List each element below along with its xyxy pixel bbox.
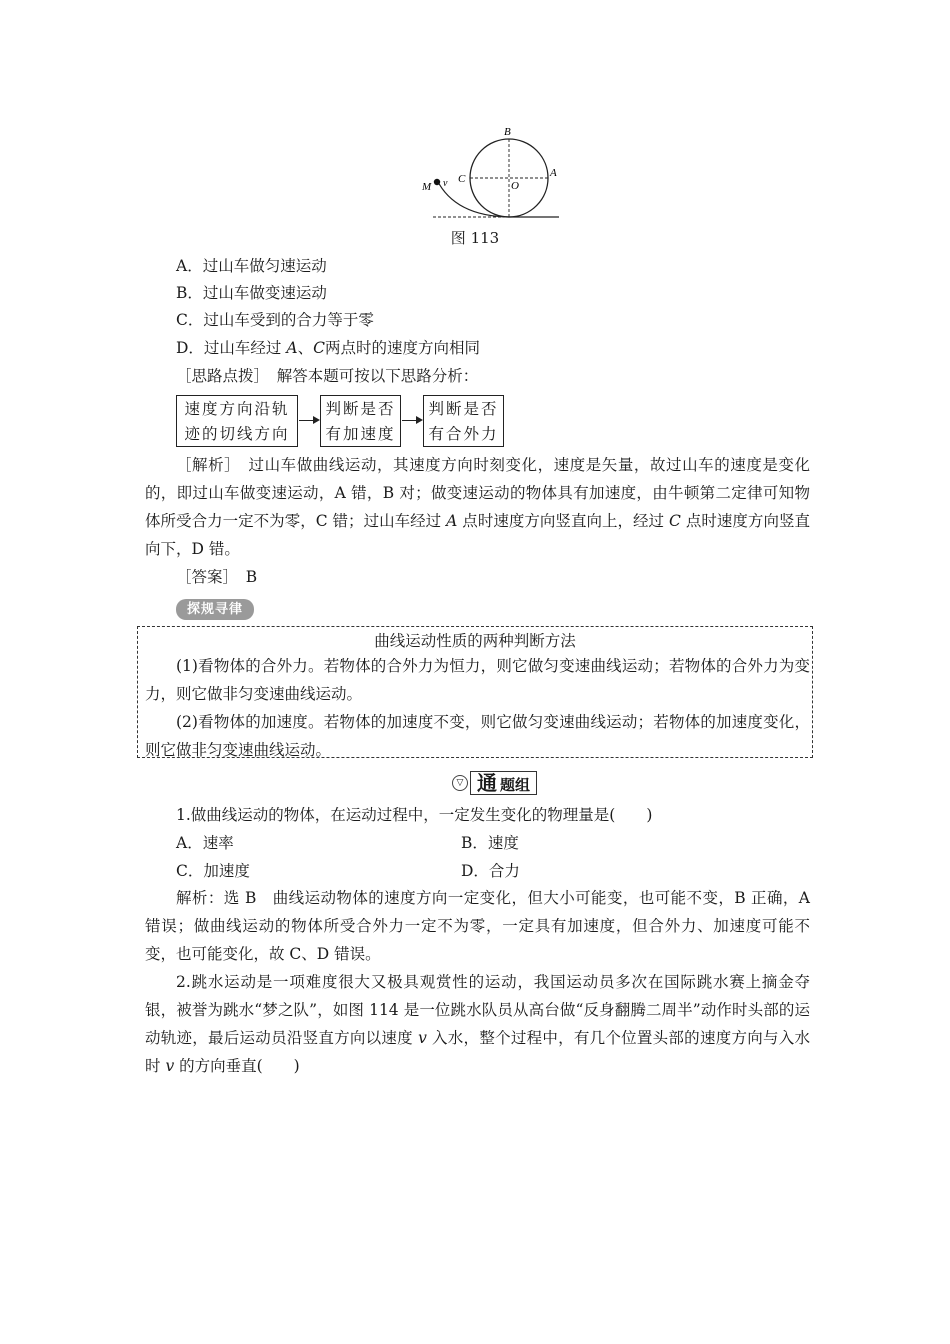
q2-solution: 解析：选 B 曲线运动物体的速度方向一定变化，但大小可能变，也可能不变，B 正确，A 错误；做曲线运动的物体所受合外力一定不为零，一定具有加速度，但合外力、加速度可能不变，也可能变化，故 C、D 错误。 xyxy=(145,889,810,963)
q2-option-b: B．速度 xyxy=(461,834,519,852)
q2-stem: 1.做曲线运动的物体，在运动过程中，一定发生变化的物理量是( ) xyxy=(176,806,653,824)
flow-box-1-line2: 迹的切线方向 xyxy=(184,425,290,443)
hint-text: ［思路点拨］ 解答本题可按以下思路分析： xyxy=(176,367,479,385)
option-d-a: A xyxy=(286,339,298,357)
label-M: M xyxy=(422,181,432,193)
label-C: C xyxy=(458,173,466,185)
flow-box-1 xyxy=(176,395,298,447)
flow-arrow-2 xyxy=(402,420,421,421)
option-c: C．过山车受到的合力等于零 xyxy=(176,311,374,329)
rule-title: 曲线运动性质的两种判断方法 xyxy=(374,632,576,650)
answer-text: ［答案］ B xyxy=(176,568,258,586)
group-header-box xyxy=(470,771,537,795)
option-d-sep: 、 xyxy=(297,339,314,357)
q3-part2: 入水，整个过程中，有几个位置头部的速度方向与入水时 xyxy=(145,1029,810,1075)
rule-paragraph-2: (2)看物体的加速度。若物体的加速度不变，则它做匀变速曲线运动；若物体的加速度变化，则它做非匀变速曲线运动。 xyxy=(145,713,810,759)
q2-option-d: D．合力 xyxy=(461,862,520,880)
q2-option-a: A．速率 xyxy=(176,834,234,852)
q3-v1: v xyxy=(418,1029,427,1047)
q3-stem xyxy=(145,968,810,1080)
label-v: v xyxy=(443,178,448,189)
group-header-small: 题组 xyxy=(500,776,531,794)
flow-box-2-line1: 判断是否 xyxy=(325,400,396,418)
q3-part3: 的方向垂直( ) xyxy=(174,1057,300,1075)
group-header xyxy=(452,771,537,795)
analysis-part2: 点时速度方向竖直向上，经过 xyxy=(457,512,670,530)
analysis-part1: ［解析］ 过山车做曲线运动，其速度方向时刻变化，速度是矢量，故过山车的速度是变化的，即过山车做变速运动，A 错，B 对；做变速运动的物体具有加速度，由牛顿第二定律可知物体所受合力一定不为零，C 错；过山车经过 xyxy=(145,456,810,530)
analysis-paragraph xyxy=(145,451,810,563)
triangle-icon: ▽ xyxy=(452,775,468,791)
analysis-c: C xyxy=(669,512,681,530)
flow-box-2 xyxy=(320,395,401,447)
figure-113-diagram xyxy=(415,124,565,220)
option-d-prefix: D．过山车经过 xyxy=(176,339,287,357)
flow-box-3 xyxy=(423,395,504,447)
option-a: A．过山车做匀速运动 xyxy=(176,257,327,275)
option-d xyxy=(176,338,480,358)
flow-box-3-line2: 有合外力 xyxy=(428,425,499,443)
figure-caption: 图 113 xyxy=(450,229,500,247)
q3-v2: v xyxy=(165,1057,175,1075)
label-O: O xyxy=(511,180,519,192)
q2-option-c: C．加速度 xyxy=(176,862,250,880)
group-header-big: 通 xyxy=(477,771,497,795)
rule-badge: 探规寻律 xyxy=(176,599,254,620)
option-b: B．过山车做变速运动 xyxy=(176,284,327,302)
analysis-part3: 点时速度方向竖直向下，D 错。 xyxy=(145,512,810,558)
label-A: A xyxy=(550,167,557,179)
option-d-suffix: 两点时的速度方向相同 xyxy=(324,339,480,357)
rule-paragraph-1: (1)看物体的合外力。若物体的合外力为恒力，则它做匀变速曲线运动；若物体的合外力为变力，则它做非匀变速曲线运动。 xyxy=(145,657,810,703)
option-d-c: C xyxy=(313,339,325,357)
analysis-a: A xyxy=(446,512,458,530)
q3-part1: 2.跳水运动是一项难度很大又极具观赏性的运动，我国运动员多次在国际跳水赛上摘金夺银，被誉为跳水“梦之队”，如图 114 是一位跳水队员从高台做“反身翻腾二周半”动作时头部的运动轨迹，最后运动员沿竖直方向以速度 xyxy=(145,973,810,1047)
label-B: B xyxy=(504,126,511,138)
flow-box-1-line1: 速度方向沿轨 xyxy=(184,400,290,418)
flow-box-3-line1: 判断是否 xyxy=(428,400,499,418)
flow-box-2-line2: 有加速度 xyxy=(325,425,396,443)
flow-arrow-1 xyxy=(299,420,318,421)
